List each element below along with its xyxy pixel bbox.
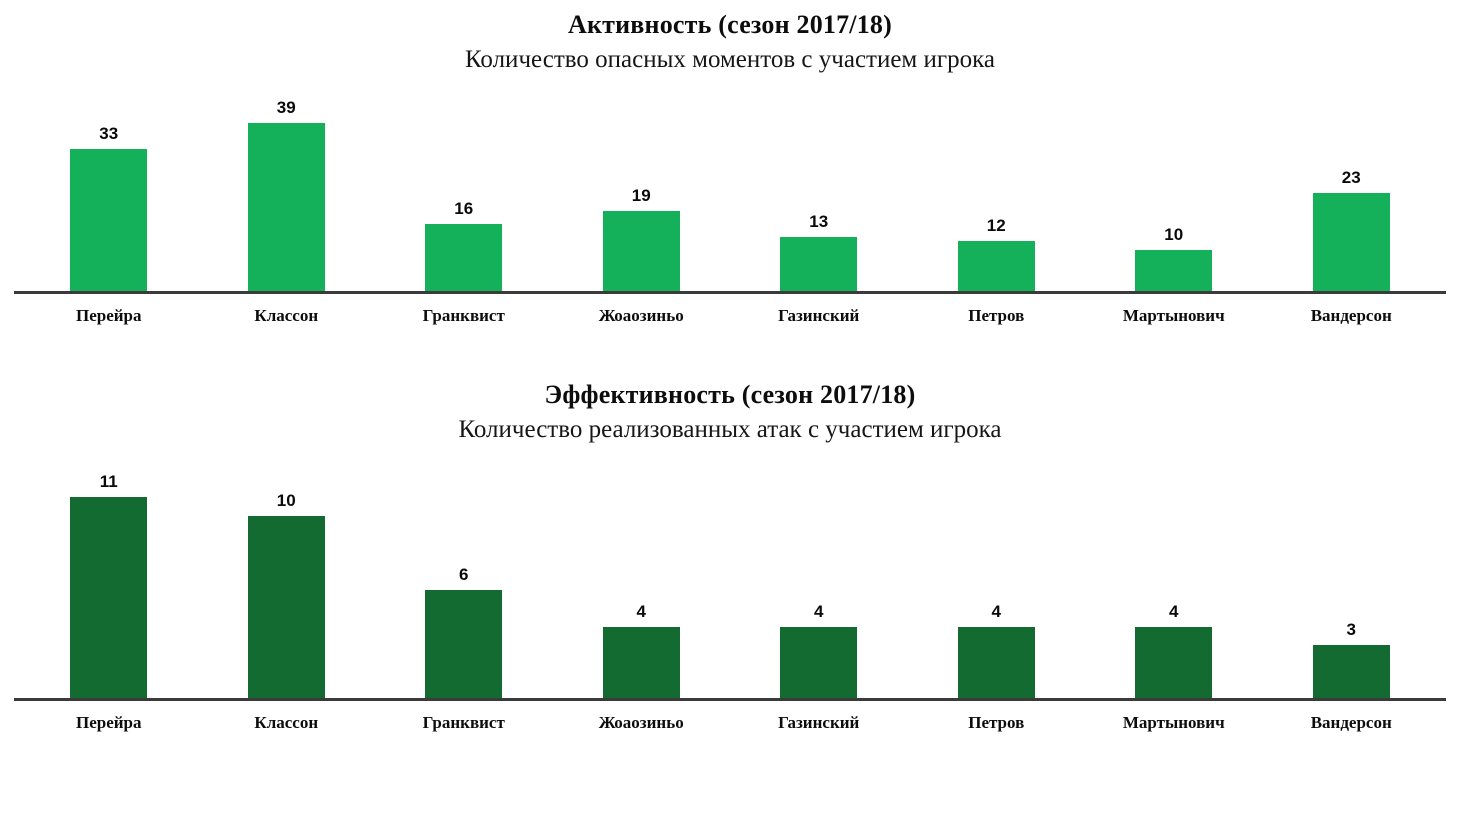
bar-group [20, 89, 198, 294]
bar-group [375, 89, 553, 294]
chart-activity-subtitle: Количество опасных моментов с участием игрока [464, 45, 996, 73]
bar [425, 224, 502, 294]
bar-value-label: 3 [1346, 619, 1356, 639]
bar-group [908, 89, 1086, 294]
bar-value-label: 4 [991, 601, 1001, 621]
bar [248, 516, 325, 701]
category-label-activity-4: Газинский [778, 305, 860, 325]
bar-value-label: 19 [631, 185, 651, 205]
category-label-efficiency-3: Жоаозиньо [598, 712, 684, 732]
category-label-efficiency-1: Классон [254, 712, 319, 732]
bar [780, 237, 857, 294]
category-label-efficiency-2: Гранквист [422, 712, 505, 732]
bar-value-label: 13 [809, 211, 829, 231]
bar [248, 123, 325, 294]
bar-group [198, 89, 376, 294]
bar-group [20, 463, 198, 701]
category-label-activity-2: Гранквист [422, 305, 505, 325]
bar-group [553, 89, 731, 294]
chart-activity-category-labels [14, 294, 1446, 326]
category-label-efficiency-7: Вандерсон [1310, 712, 1392, 732]
bar-group [375, 463, 553, 701]
bar [603, 211, 680, 294]
bar-group [1263, 89, 1441, 294]
bar-group [1263, 463, 1441, 701]
bar [603, 627, 680, 701]
bar-value-label: 4 [636, 601, 646, 621]
bar-value-label: 10 [1164, 224, 1184, 244]
category-label-activity-6: Мартынович [1122, 305, 1225, 325]
chart-efficiency [0, 370, 1460, 816]
category-label-activity-5: Петров [968, 305, 1025, 325]
bar-value-label: 11 [99, 471, 118, 491]
chart-activity-plot [14, 89, 1446, 294]
bar-group [730, 89, 908, 294]
bar [958, 627, 1035, 701]
bar-group [198, 463, 376, 701]
chart-efficiency-title: Эффективность (сезон 2017/18) [544, 380, 916, 409]
bar-value-label: 6 [459, 564, 469, 584]
chart-activity-axis [14, 291, 1446, 294]
bar-value-label: 33 [99, 123, 119, 143]
category-label-efficiency-5: Петров [968, 712, 1025, 732]
bar-value-label: 4 [1169, 601, 1179, 621]
bar-value-label: 16 [454, 198, 474, 218]
bar-value-label: 10 [276, 490, 296, 510]
bar [1313, 645, 1390, 701]
bar-value-label: 23 [1341, 167, 1361, 187]
bar-value-label: 12 [986, 215, 1006, 235]
bar [1313, 193, 1390, 294]
chart-efficiency-plot [14, 463, 1446, 701]
bar [958, 241, 1035, 294]
chart-activity-bars [14, 89, 1446, 294]
chart-efficiency-titles [0, 370, 1460, 445]
chart-efficiency-bars [14, 463, 1446, 701]
chart-activity [0, 0, 1460, 370]
category-label-efficiency-0: Перейра [75, 712, 142, 732]
chart-activity-title: Активность (сезон 2017/18) [567, 10, 892, 39]
bar-group [553, 463, 731, 701]
bar-group [1085, 463, 1263, 701]
category-label-activity-1: Классон [254, 305, 319, 325]
bar-group [1085, 89, 1263, 294]
chart-efficiency-axis [14, 698, 1446, 701]
bar [1135, 250, 1212, 294]
category-label-activity-3: Жоаозиньо [598, 305, 684, 325]
bar-group [908, 463, 1086, 701]
chart-efficiency-category-labels [14, 701, 1446, 733]
bar-value-label: 39 [276, 97, 296, 117]
bar [780, 627, 857, 701]
category-label-activity-0: Перейра [75, 305, 142, 325]
category-label-efficiency-4: Газинский [778, 712, 860, 732]
bar [70, 497, 147, 701]
category-label-activity-7: Вандерсон [1310, 305, 1392, 325]
bar-group [730, 463, 908, 701]
bar [70, 149, 147, 294]
category-label-efficiency-6: Мартынович [1122, 712, 1225, 732]
bar [425, 590, 502, 701]
bar [1135, 627, 1212, 701]
chart-efficiency-subtitle: Количество реализованных атак с участием игрока [458, 415, 1002, 443]
chart-activity-titles [0, 0, 1460, 75]
bar-value-label: 4 [814, 601, 824, 621]
